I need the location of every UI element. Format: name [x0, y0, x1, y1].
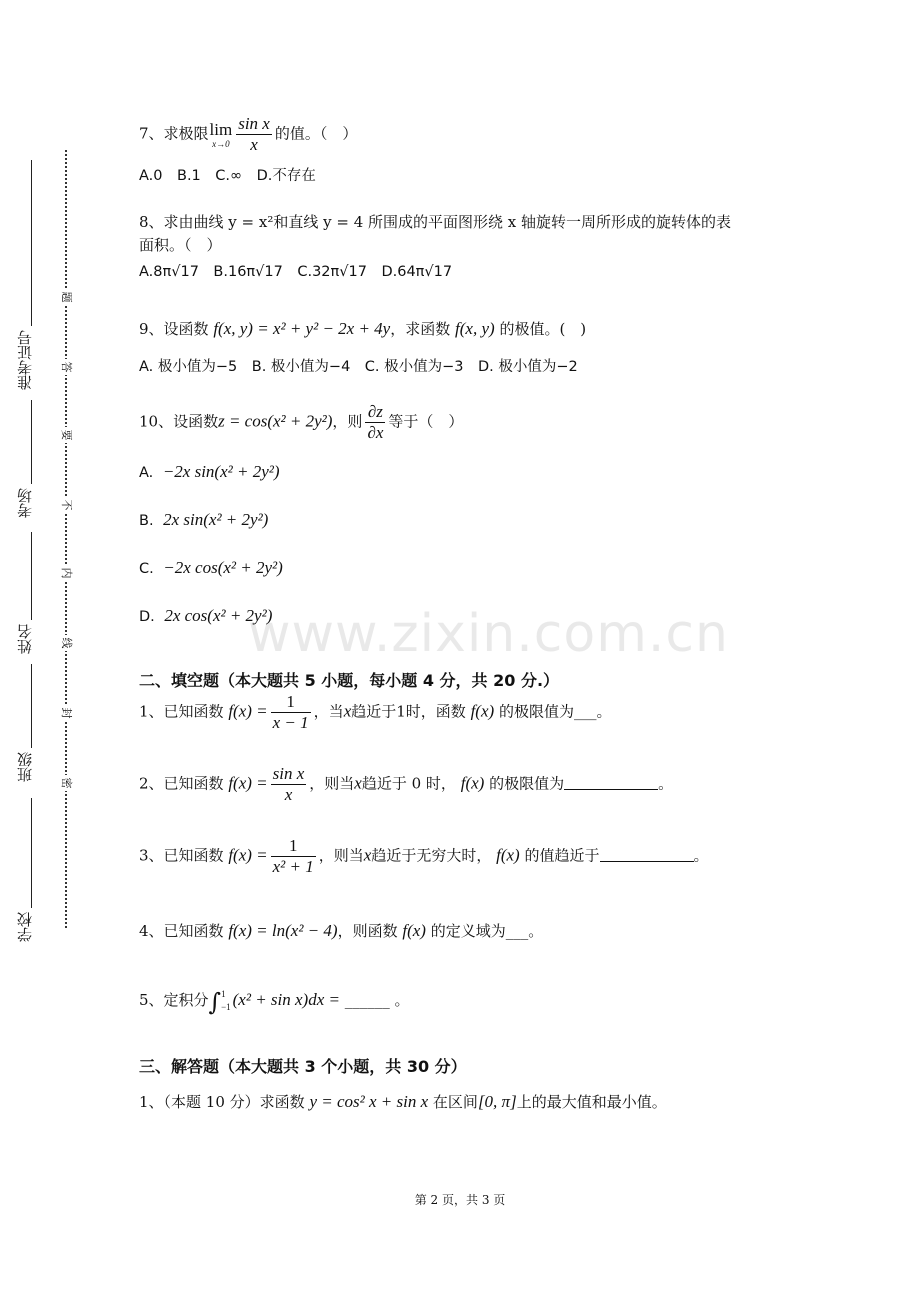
exam-room-line	[31, 400, 32, 484]
fill-question-3	[139, 836, 709, 877]
f2-function: f(x) =	[228, 773, 268, 793]
question-10	[139, 402, 463, 443]
f4-prefix: 4、已知函数	[139, 922, 224, 940]
lim-subscript: x→0	[212, 138, 230, 149]
answer-blank[interactable]	[600, 849, 694, 862]
f2-tail1: 趋近于 0 时，	[361, 774, 456, 793]
f1-function: f(x) =	[228, 701, 268, 721]
seal-char: 不	[59, 497, 73, 513]
fill-question-1	[139, 692, 611, 733]
fraction-denominator: x² + 1	[272, 857, 314, 876]
q7-prefix: 7、求极限	[139, 124, 209, 143]
f5-prefix: 5、定积分	[139, 991, 209, 1009]
seal-char: 题	[59, 289, 73, 305]
fraction-denominator: x	[284, 785, 293, 804]
f1-tail1: 趋近于1时，函数	[351, 702, 466, 721]
s1-prefix: 1、（本题 10 分）求函数	[139, 1093, 305, 1111]
question-7	[139, 114, 357, 155]
f2-prefix: 2、已知函数	[139, 774, 224, 793]
integral-limits	[221, 988, 231, 1014]
f2-end: 。	[658, 774, 674, 793]
lim-operator: lim	[209, 119, 233, 139]
answer-blank[interactable]	[564, 777, 658, 790]
q10-suffix: 等于（ ）	[388, 412, 464, 431]
f3-mid: ，则当	[318, 846, 364, 865]
option-label: D.	[139, 609, 155, 625]
fraction-numerator: sin x	[238, 114, 270, 133]
solve-question-1	[139, 1091, 667, 1112]
margin-label-name: 姓名	[16, 624, 34, 654]
exam-number-line	[31, 160, 32, 326]
school-line	[31, 798, 32, 908]
f1-function-ref: f(x)	[470, 701, 495, 721]
q9-expression: = x² + y² − 2x + 4y	[252, 319, 391, 338]
f5-expression: (x² + sin x)dx =	[232, 990, 340, 1009]
option-label: C.	[139, 561, 154, 577]
fill-question-2	[139, 764, 673, 805]
q10-expression: z = cos(x² + 2y²)	[218, 411, 333, 431]
q9-suffix: 的极值。( )	[499, 320, 587, 338]
integral-upper: 1	[221, 989, 226, 999]
f3-fraction	[271, 836, 316, 877]
margin-label-exam-room: 考场	[16, 488, 34, 518]
fraction-denominator: x − 1	[272, 713, 309, 732]
option-expression: 2x sin(x² + 2y²)	[163, 510, 269, 529]
q9-function-ref: f(x, y)	[455, 319, 495, 338]
q10-option-d	[139, 606, 272, 626]
f4-tail: 的定义域为___。	[430, 922, 544, 940]
section-2-heading: 二、填空题（本大题共 5 小题，每小题 4 分，共 20 分.）	[139, 671, 560, 690]
f2-function-ref: f(x)	[460, 773, 485, 793]
q9-mid: ，求函数	[390, 320, 451, 338]
fraction-numerator: sin x	[272, 764, 305, 783]
fill-question-5	[139, 988, 410, 1016]
f5-end: ______ 。	[344, 991, 410, 1009]
q7-suffix: 的值。（ ）	[274, 124, 358, 143]
q10-option-c	[139, 558, 283, 578]
f1-variable: x	[343, 701, 352, 721]
option-expression: −2x sin(x² + 2y²)	[162, 462, 280, 481]
margin-label-school: 学校	[16, 912, 34, 942]
f2-mid: ，则当	[309, 774, 355, 793]
q10-prefix: 10、设函数	[139, 412, 219, 431]
seal-char: 内	[59, 565, 73, 581]
f1-tail2: 的极限值为___。	[498, 702, 612, 721]
s1-expression: y = cos² x + sin x	[309, 1092, 429, 1111]
question-8-line1: 8、求由曲线 y = x²和直线 y = 4 所围成的平面图形绕 x 轴旋转一周所形成的旋转体的表	[139, 213, 732, 231]
fraction-denominator: ∂x	[367, 423, 384, 442]
f2-fraction	[271, 764, 307, 805]
f1-mid: ，当	[313, 702, 344, 721]
watermark: www.zixin.com.cn	[248, 604, 729, 664]
f4-expression: f(x) = ln(x² − 4)	[228, 921, 338, 940]
question-9	[139, 318, 586, 339]
seal-char: 封	[59, 705, 73, 721]
s1-mid: 在区间	[432, 1093, 478, 1111]
f4-mid: ，则函数	[337, 922, 398, 940]
seal-dotted-line	[65, 150, 67, 928]
fraction-numerator: ∂z	[365, 402, 385, 423]
question-8-line2: 面积。（ ）	[139, 236, 222, 254]
f3-tail2: 的值趋近于	[524, 846, 600, 865]
f1-fraction	[271, 692, 311, 733]
f1-prefix: 1、已知函数	[139, 702, 224, 721]
q10-option-b	[139, 510, 268, 530]
f3-tail1: 趋近于无穷大时，	[371, 846, 492, 865]
section-3-heading: 三、解答题（本大题共 3 个小题，共 30 分）	[139, 1057, 467, 1076]
f2-variable: x	[354, 773, 362, 793]
page-footer: 第 2 页，共 3 页	[414, 1193, 506, 1207]
fill-question-4	[139, 920, 543, 941]
fraction-denominator: x	[250, 135, 258, 154]
f3-end: 。	[693, 846, 709, 865]
margin-label-exam-number: 准考证号	[16, 330, 34, 390]
q10-option-a	[139, 462, 280, 482]
f4-function-ref: f(x)	[402, 921, 426, 940]
seal-char: 密	[59, 775, 73, 791]
f3-function: f(x) =	[228, 845, 268, 865]
f3-prefix: 3、已知函数	[139, 846, 224, 865]
seal-char: 答	[59, 359, 73, 375]
fraction-numerator: 1	[271, 836, 316, 857]
seal-char: 要	[59, 427, 73, 443]
option-label: A.	[139, 465, 154, 481]
integral-sign: ∫	[208, 988, 222, 1016]
q9-options: A. 极小值为−5 B. 极小值为−4 C. 极小值为−3 D. 极小值为−2	[139, 359, 578, 375]
s1-tail: 上的最大值和最小值。	[516, 1093, 667, 1111]
q8-options: A.8π√17 B.16π√17 C.32π√17 D.64π√17	[139, 264, 453, 280]
q10-mid: ，则	[332, 412, 363, 431]
q7-fraction	[236, 114, 272, 155]
f2-tail2: 的极限值为	[489, 774, 565, 793]
fraction-numerator: 1	[271, 692, 311, 713]
q7-options: A.0 B.1 C.∞ D.不存在	[139, 168, 316, 184]
option-label: B.	[139, 513, 154, 529]
name-line	[31, 532, 32, 620]
integral-lower: −1	[221, 1002, 231, 1012]
q10-partial-derivative	[365, 402, 385, 443]
q9-function: f(x, y)	[213, 319, 253, 338]
q9-prefix: 9、设函数	[139, 320, 209, 338]
margin-label-class: 班级	[16, 752, 34, 782]
option-expression: 2x cos(x² + 2y²)	[164, 606, 273, 625]
f3-function-ref: f(x)	[496, 845, 520, 865]
f3-variable: x	[363, 845, 372, 865]
class-line	[31, 664, 32, 748]
q7-limit	[210, 121, 233, 149]
seal-char: 线	[59, 635, 73, 651]
s1-interval: [0, π]	[477, 1092, 517, 1111]
option-expression: −2x cos(x² + 2y²)	[163, 558, 283, 577]
